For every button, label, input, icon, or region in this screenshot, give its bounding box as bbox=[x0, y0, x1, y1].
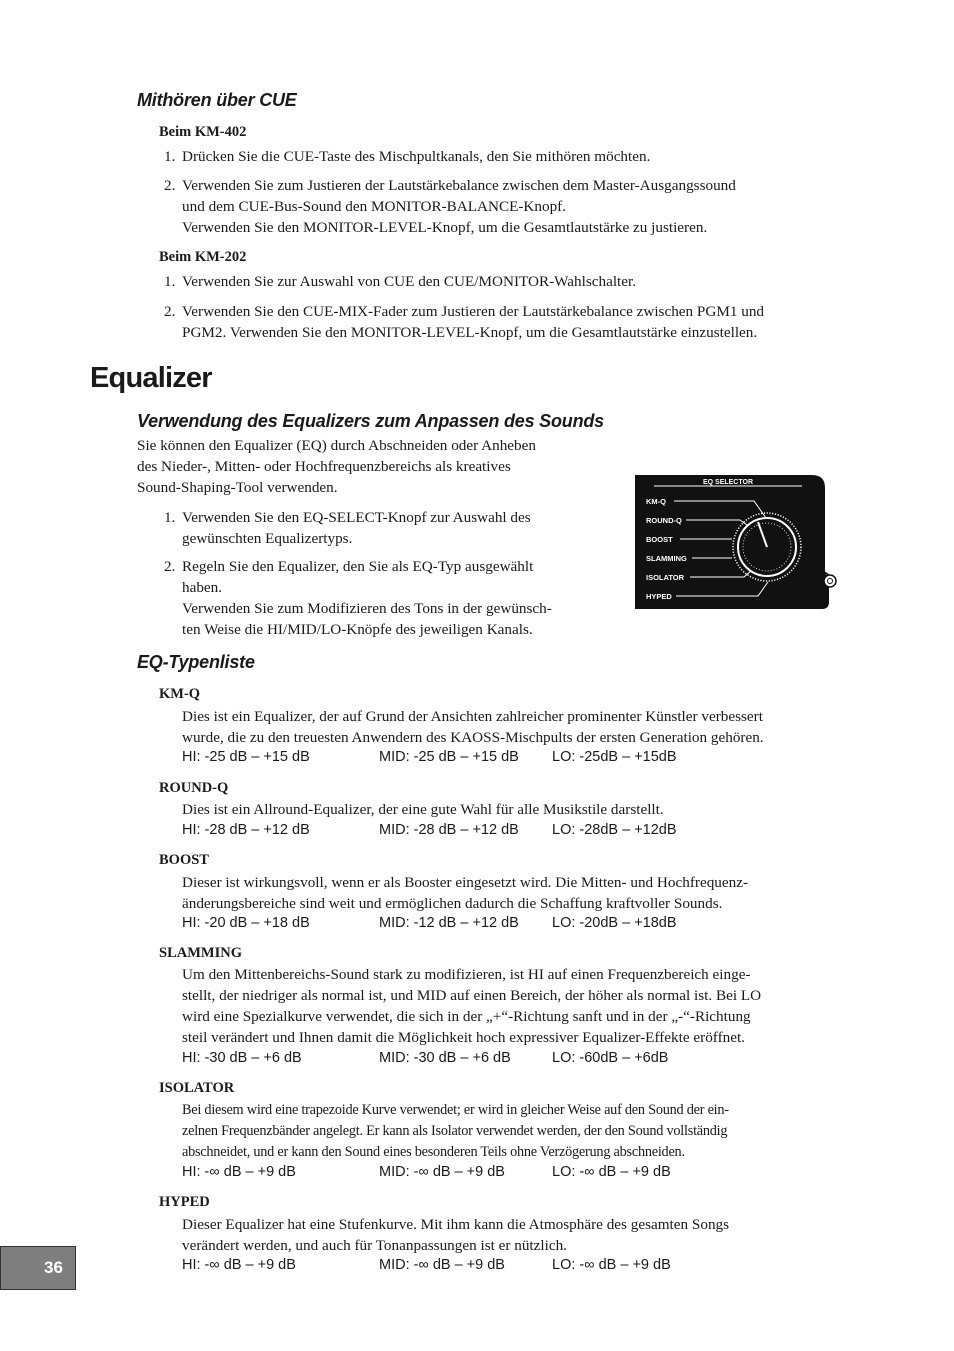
spec-lo: LO: -25dB – +15dB bbox=[552, 749, 677, 765]
page-number-tab bbox=[0, 1246, 76, 1290]
page-title-equalizer: Equalizer bbox=[90, 362, 212, 394]
eq-selector-illustration bbox=[634, 472, 840, 614]
eq-option-slamming: SLAMMING bbox=[646, 554, 687, 563]
eq-type-name: HYPED bbox=[159, 1194, 210, 1210]
km202-label: Beim KM-202 bbox=[159, 249, 247, 265]
subheading-equalizer-usage: Verwendung des Equalizers zum Anpassen des Sounds bbox=[137, 411, 604, 431]
eq-option-hyped: HYPED bbox=[646, 592, 672, 601]
eq-selector-title: EQ SELECTOR bbox=[702, 479, 754, 486]
eq-type-name: KM-Q bbox=[159, 686, 201, 702]
spec-lo: LO: -20dB – +18dB bbox=[552, 915, 677, 931]
eq-option-isolator: ISOLATOR bbox=[646, 573, 685, 582]
spec-mid: MID: -∞ dB – +9 dB bbox=[379, 1257, 505, 1273]
panel-screw-icon bbox=[824, 575, 836, 587]
spec-hi: HI: -28 dB – +12 dB bbox=[182, 822, 310, 838]
spec-hi: HI: -30 dB – +6 dB bbox=[182, 1050, 302, 1066]
eq-type-description: Um den Mittenbereichs-Sound stark zu modifizieren, ist HI auf einen Frequenzbereich einge- stellt, der niedriger als normal ist, und MID auf einen Bereich, der höher als normal ist. Bei LO wird eine Spezialkurve verwendet, die sich in der „+“-Richtung sanft und in der „-“-Richtung steil verändert und Ihnen damit die Möglichkeit hoch expressiver Equalizer-Effekte eröffnet. bbox=[182, 966, 762, 1046]
eq-type-name: ISOLATOR bbox=[159, 1080, 235, 1096]
eq-type-description: Dieser ist wirkungsvoll, wenn er als Booster eingesetzt wird. Die Mitten- und Hochfrequenz- änderungsbereiche sind weit und ermöglichen dadurch die Schaffung kraftvoller Sounds. bbox=[182, 874, 749, 912]
spec-lo: LO: -60dB – +6dB bbox=[552, 1050, 669, 1066]
spec-hi: HI: -∞ dB – +9 dB bbox=[182, 1164, 296, 1180]
spec-lo: LO: -∞ dB – +9 dB bbox=[552, 1257, 671, 1273]
eq-type-name: ROUND-Q bbox=[159, 780, 229, 796]
equalizer-intro: Sie können den Equalizer (EQ) durch Abschneiden oder Anheben des Nieder-, Mitten- oder Hochfrequenzbereichs als kreatives Sound-Shaping-Tool verwenden. bbox=[137, 437, 536, 496]
spec-hi: HI: -25 dB – +15 dB bbox=[182, 749, 310, 765]
spec-mid: MID: -28 dB – +12 dB bbox=[379, 822, 519, 838]
km402-label: Beim KM-402 bbox=[159, 124, 247, 140]
spec-mid: MID: -∞ dB – +9 dB bbox=[379, 1164, 505, 1180]
eq-option-boost: BOOST bbox=[646, 535, 673, 544]
eq-option-km-q: KM-Q bbox=[646, 497, 666, 506]
spec-mid: MID: -30 dB – +6 dB bbox=[379, 1050, 511, 1066]
eq-type-name: BOOST bbox=[159, 852, 209, 868]
eq-type-description: Dies ist ein Allround-Equalizer, der eine gute Wahl für alle Musikstile darstellt. bbox=[182, 801, 664, 818]
spec-lo: LO: -28dB – +12dB bbox=[552, 822, 677, 838]
spec-hi: HI: -20 dB – +18 dB bbox=[182, 915, 310, 931]
page-number: 36 bbox=[44, 1258, 63, 1277]
eq-types-heading: EQ-Typenliste bbox=[137, 652, 255, 672]
spec-mid: MID: -12 dB – +12 dB bbox=[379, 915, 519, 931]
section-heading-cue: Mithören über CUE bbox=[137, 90, 297, 110]
spec-hi: HI: -∞ dB – +9 dB bbox=[182, 1257, 296, 1273]
eq-option-round-q: ROUND-Q bbox=[646, 516, 682, 525]
spec-mid: MID: -25 dB – +15 dB bbox=[379, 749, 519, 765]
eq-type-description: Bei diesem wird eine trapezoide Kurve verwendet; er wird in gleicher Weise auf den Sound der ein- zelnen Frequenzbänder angelegt. Er kann als Isolator verwendet werden, der den Sound vollständig abschneidet, und er kann den Sound eines besonderen Teils ohne Verzögerung abschneiden. bbox=[182, 1102, 729, 1160]
spec-lo: LO: -∞ dB – +9 dB bbox=[552, 1164, 671, 1180]
eq-type-description: Dieser Equalizer hat eine Stufenkurve. Mit ihm kann die Atmosphäre des gesamten Songs verändert werden, und auch für Tonanpassungen ist er nützlich. bbox=[182, 1216, 730, 1254]
eq-type-description: Dies ist ein Equalizer, der auf Grund der Ansichten zahlreicher prominenter Künstler verbessert wurde, die zu den treuesten Anwendern des KAOSS-Mischpults der ersten Generation gehören. bbox=[182, 708, 764, 746]
eq-type-name: SLAMMING bbox=[159, 945, 242, 961]
